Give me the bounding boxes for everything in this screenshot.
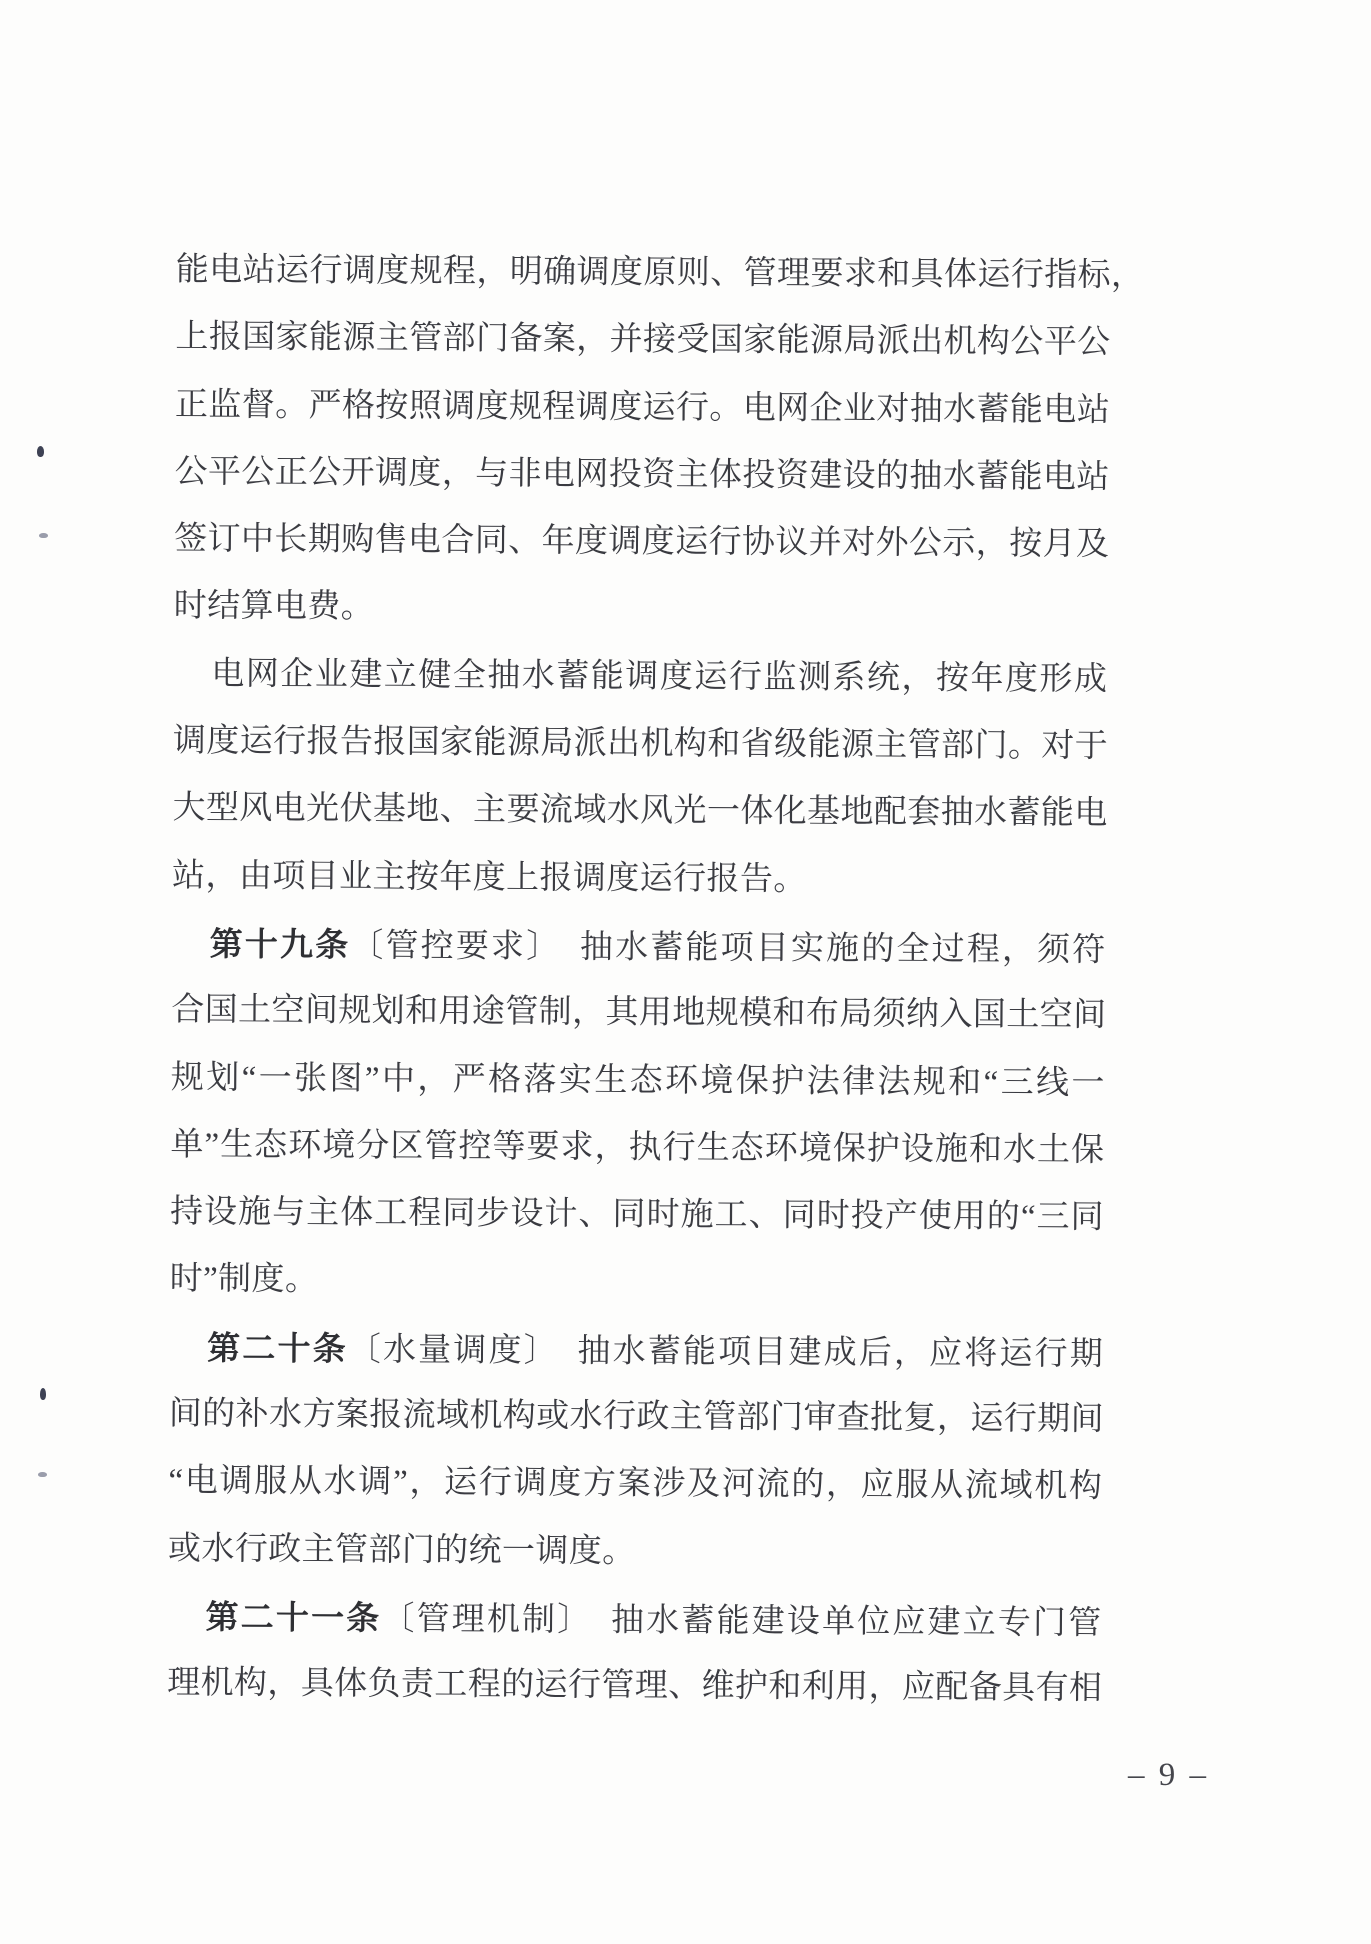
text-segment: 持设施与主体工程同步设计、同时施工、同时投产使用的“三同: [169, 1194, 1105, 1236]
text-line: [175, 304, 1109, 377]
text-line: [167, 1650, 1101, 1723]
text-line: [173, 641, 1107, 714]
text-segment: 单”生态环境分区管控等要求，执行生态环境保护设施和水土保: [170, 1126, 1105, 1169]
text-segment: 〔管控要求〕 抽水蓄能项目实施的全过程，须符: [350, 928, 1106, 969]
ink-speck: [39, 533, 48, 538]
text-line: [171, 910, 1105, 983]
article-number: 第二十一条: [205, 1598, 382, 1637]
ink-speck: [38, 1472, 47, 1477]
text-line: [170, 1112, 1104, 1185]
text-segment: 大型风电光伏基地、主要流域水风光一体化基地配套抽水蓄能电: [172, 790, 1108, 833]
text-line: [172, 843, 1106, 916]
text-line: [174, 439, 1108, 512]
text-segment: “电调服从水调”，运行调度方案涉及河流的，应服从流域机构: [168, 1463, 1103, 1506]
text-segment: 电网企业建立健全抽水蓄能调度运行监测系统，按年度形成: [211, 656, 1108, 698]
page-number: – 9 –: [1128, 1757, 1209, 1793]
text-line: [168, 1448, 1102, 1521]
text-segment: 〔水量调度〕 抽水蓄能项目建成后，应将运行期: [347, 1331, 1104, 1373]
text-segment: 间的补水方案报流域机构或水行政主管部门审查批复，运行期间: [168, 1396, 1105, 1438]
text-segment: 理机构，具体负责工程的运行管理、维护和利用，应配备具有相: [167, 1665, 1103, 1707]
article-number: 第二十条: [207, 1328, 348, 1367]
text-segment: 公平公正公开调度，与非电网投资主体投资建设的抽水蓄能电站: [174, 453, 1110, 496]
text-line: [171, 1045, 1105, 1118]
text-line: [169, 1314, 1103, 1387]
text-line: [170, 1179, 1104, 1252]
text-segment: 能电站运行调度规程，明确调度原则、管理要求和具体运行指标，: [175, 251, 1145, 294]
article-number: 第十九条: [209, 925, 351, 964]
text-segment: 签订中长期购售电合同、年度调度运行协议并对外公示，按月及: [174, 521, 1110, 563]
text-block: [167, 237, 1145, 1723]
text-line: [175, 372, 1109, 445]
ink-speck: [40, 1388, 46, 1400]
text-line: [173, 708, 1107, 781]
text-line: [172, 775, 1106, 848]
text-segment: 规划“一张图”中，严格落实生态环境保护法律法规和“三线一: [170, 1059, 1105, 1102]
text-line: [167, 1583, 1101, 1656]
text-line: [169, 1381, 1103, 1454]
ink-speck: [37, 446, 44, 457]
text-line: [175, 237, 1145, 310]
text-segment: 调度运行报告报国家能源局派出机构和省级能源主管部门。对于: [172, 723, 1109, 765]
text-line: [168, 1516, 1102, 1589]
text-segment: 正监督。严格按照调度规程调度运行。电网企业对抽水蓄能电站: [174, 386, 1111, 429]
text-segment: 或水行政主管部门的统一调度。: [167, 1530, 636, 1570]
text-line: [174, 506, 1108, 579]
text-segment: 时结算电费。: [173, 588, 375, 626]
text-line: [169, 1246, 1103, 1319]
text-segment: 时”制度。: [169, 1261, 319, 1299]
text-segment: 站，由项目业主按年度上报调度运行报告。: [171, 857, 807, 898]
text-segment: 〔管理机制〕 抽水蓄能建设单位应建立专门管: [381, 1601, 1102, 1642]
text-line: [174, 573, 1108, 646]
text-segment: 合国土空间规划和用途管制，其用地规模和布局须纳入国土空间: [171, 992, 1107, 1034]
text-line: [171, 977, 1105, 1050]
text-segment: 上报国家能源主管部门备案，并接受国家能源局派出机构公平公: [175, 319, 1111, 362]
